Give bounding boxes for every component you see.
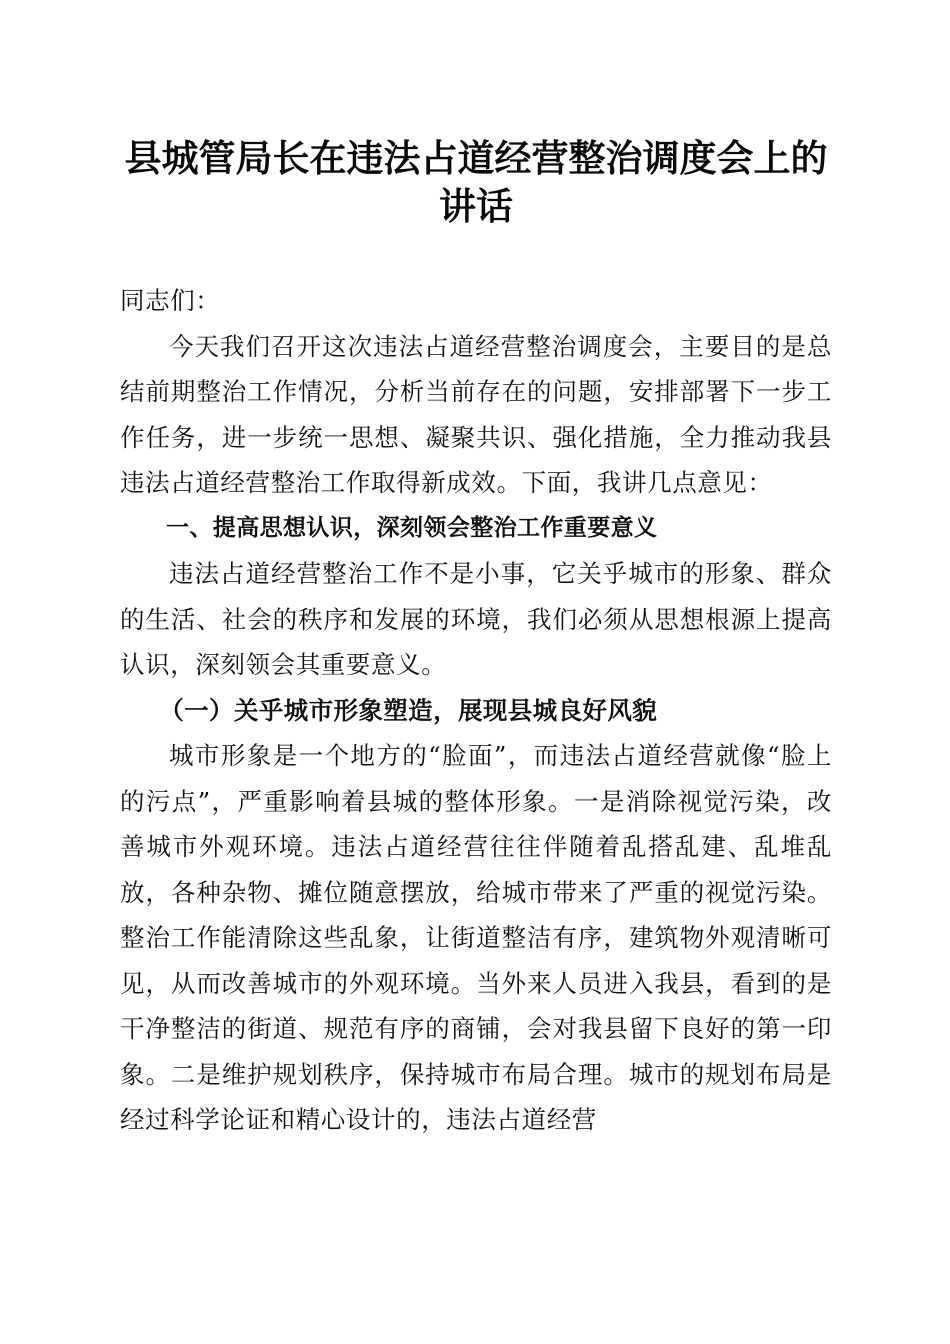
- subsection-1-paragraph: 城市形象是一个地方的“脸面”，而违法占道经营就像“脸上的污点”，严重影响着县城的整体形象。一是消除视觉污染，改善城市外观环境。违法占道经营往往伴随着乱搭乱建、乱堆乱放，各种杂物、摊位随意摆放，给城市带来了严重的视觉污染。整治工作能清除这些乱象，让街道整洁有序，建筑物外观清晰可见，从而改善城市的外观环境。当外来人员进入我县，看到的是干净整洁的街道、规范有序的商铺，会对我县留下良好的第一印象。二是维护规划秩序，保持城市布局合理。城市的规划布局是经过科学论证和精心设计的，违法占道经营: [120, 741, 832, 1134]
- document-title: 县城管局长在违法占道经营整治调度会上的讲话: [124, 136, 828, 228]
- subsection-heading-1: （一）关乎城市形象塑造，展现县城良好风貌: [159, 695, 658, 725]
- salutation: 同志们：: [120, 286, 221, 315]
- document-body: [120, 278, 832, 1143]
- section-1-paragraph: 违法占道经营整治工作不是小事，它关乎城市的形象、群众的生活、社会的秩序和发展的环境，我们必须从思想根源上提高认识，深刻领会其重要意义。: [120, 559, 832, 679]
- section-heading-1: 一、提高思想认识，深刻领会整治工作重要意义: [166, 514, 658, 541]
- intro-paragraph: 今天我们召开这次违法占道经营整治调度会，主要目的是总结前期整治工作情况，分析当前存在的问题，安排部署下一步工作任务，进一步统一思想、凝聚共识、强化措施，全力推动我县违法占道经营整治工作取得新成效。下面，我讲几点意见：: [120, 331, 832, 497]
